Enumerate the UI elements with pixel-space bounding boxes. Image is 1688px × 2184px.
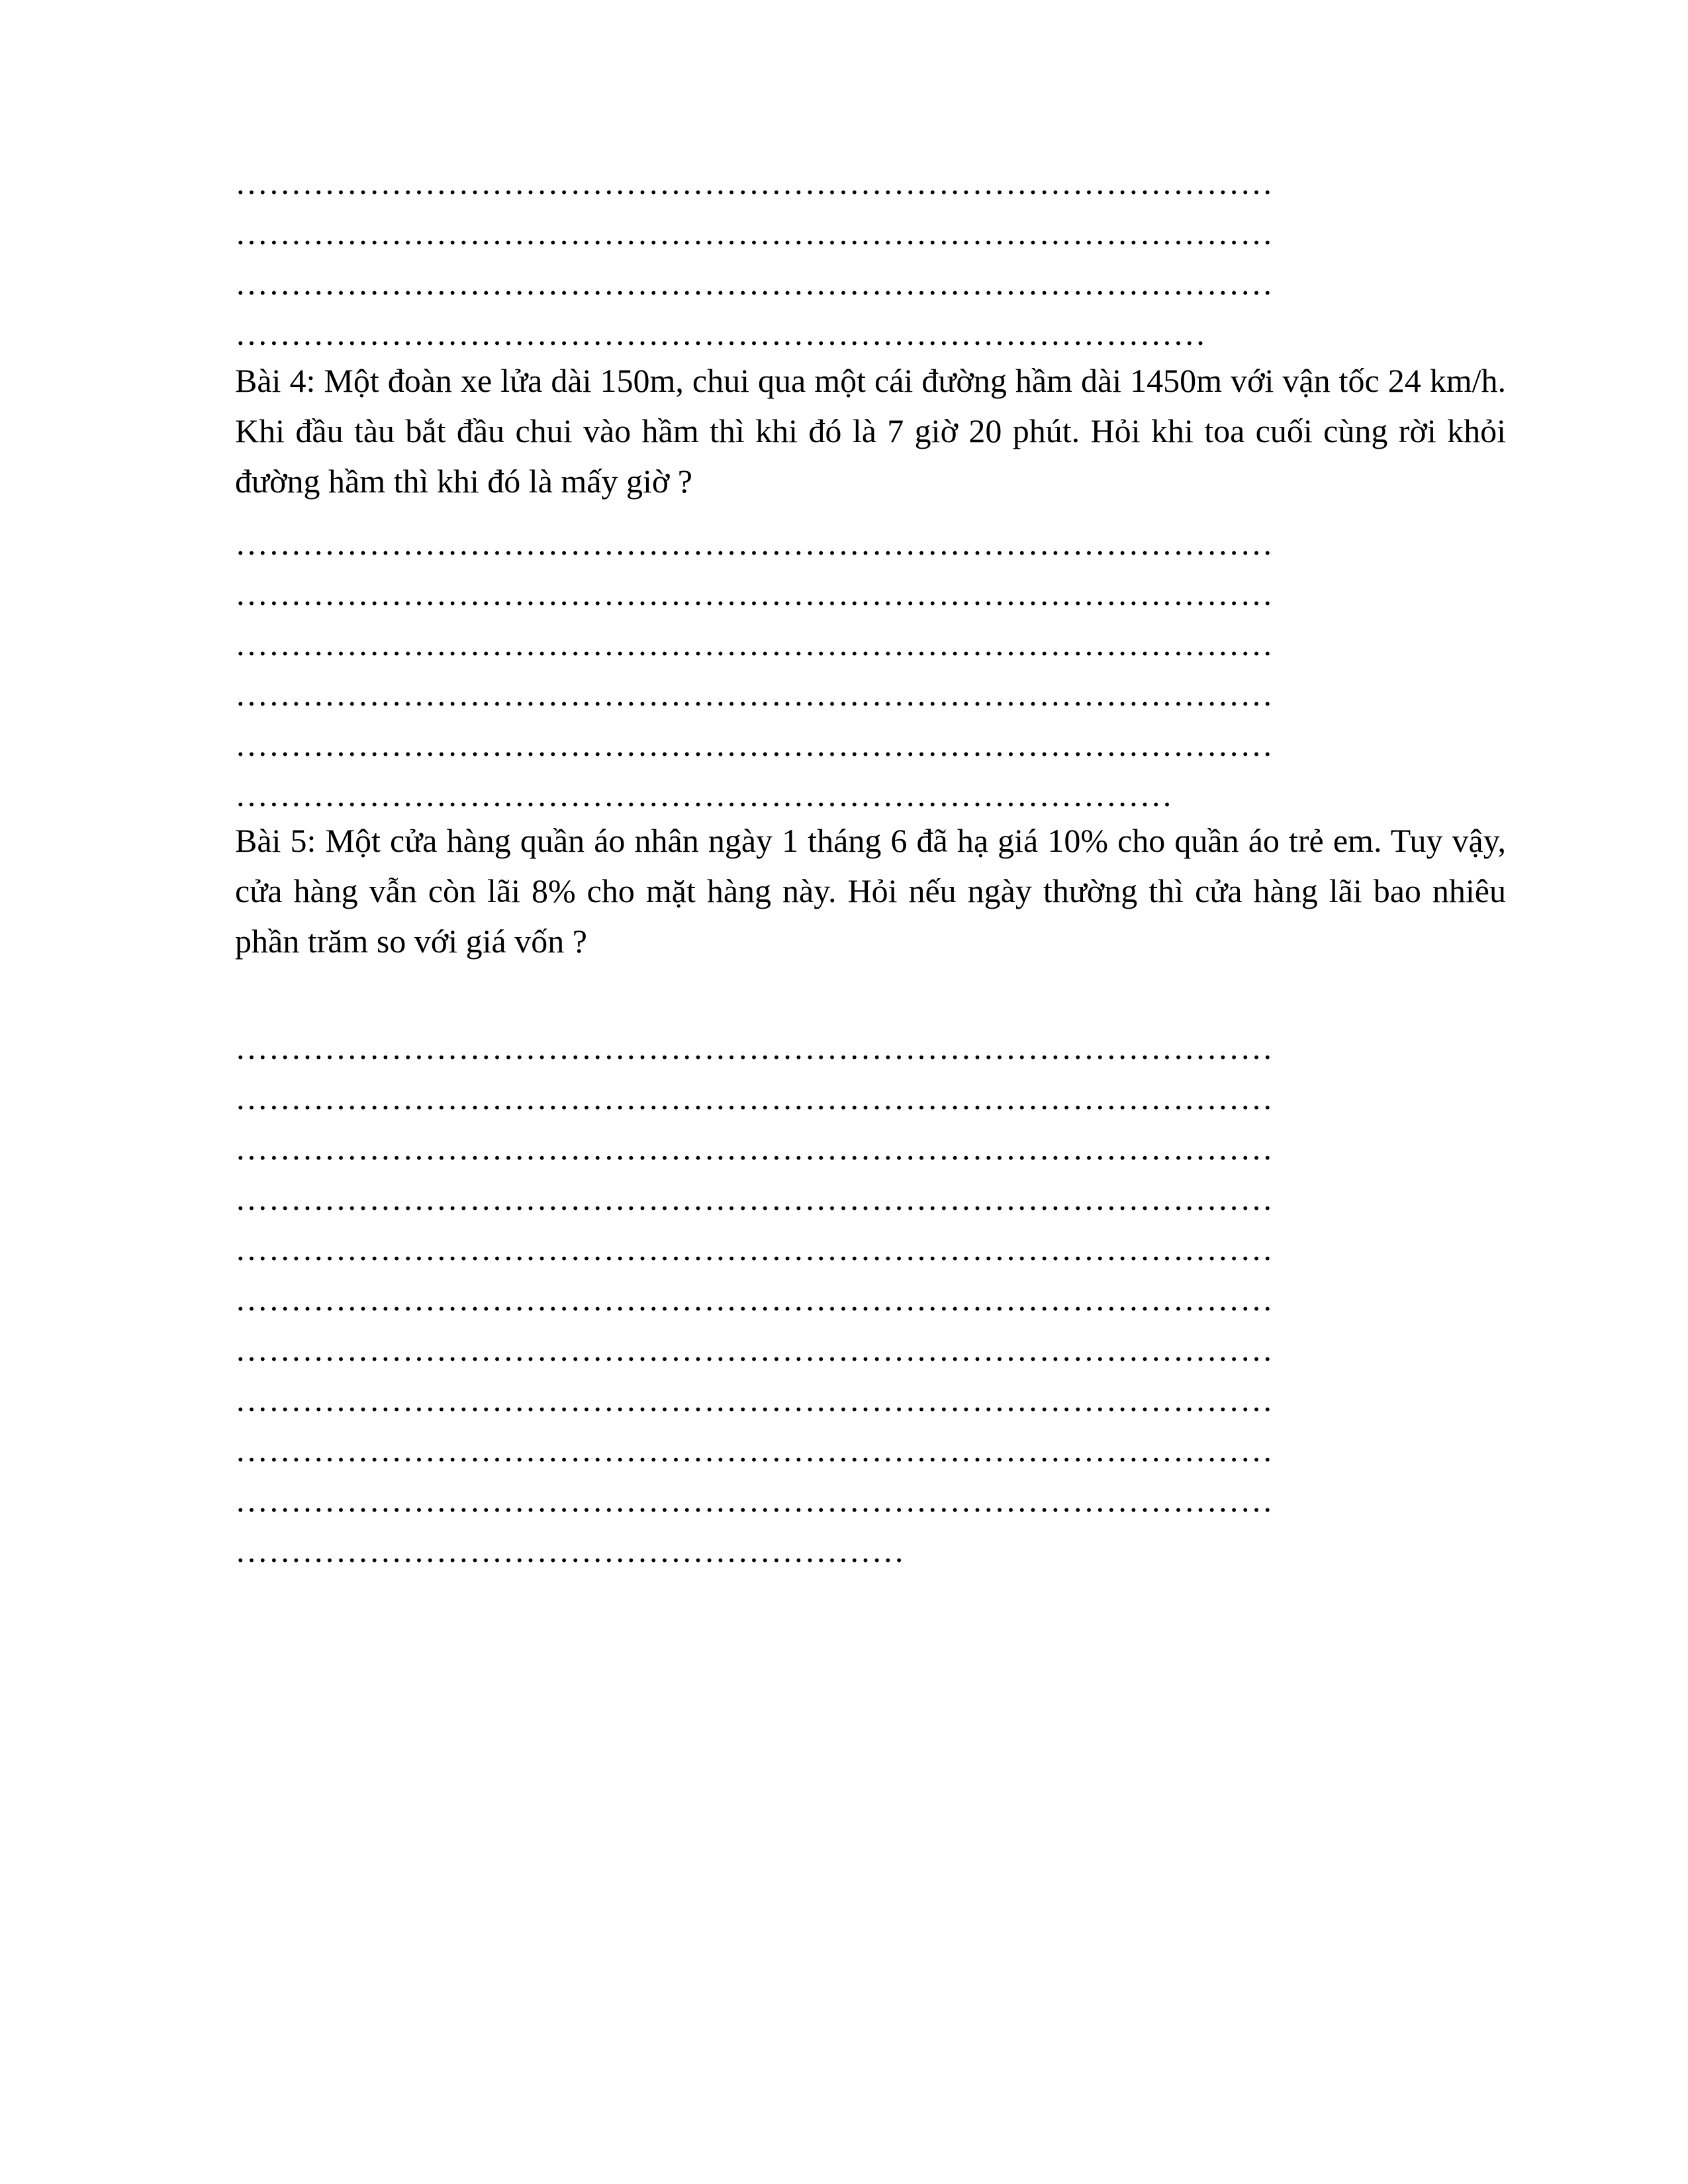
answer-line: …………………………………………………………………………………: [235, 1482, 1274, 1519]
answer-line: …………………………………………………………………………………: [235, 164, 1274, 201]
answer-line: …………………………………………………………………………………: [235, 575, 1274, 612]
answer-line: …………………………………………………………………………: [235, 776, 1173, 813]
problem-4: [235, 355, 1506, 506]
answer-line: ……………………………………………………………………………: [235, 315, 1207, 352]
problem-5: [235, 815, 1506, 966]
answer-line: …………………………………………………………………………………: [235, 1079, 1274, 1116]
problem-4-text: Bài 4: Một đoàn xe lửa dài 150m, chui qua một cái đường hầm dài 1450m với vận tốc 24 km/h. Khi đầu tàu bắt đầu chui vào hầm thì khi đó là 7 giờ 20 phút. Hỏi khi toa cuối cùng rời khỏi đường hầm thì khi đó là mấy giờ ?: [235, 362, 1506, 500]
answer-line: …………………………………………………………………………………: [235, 625, 1274, 662]
answer-line: …………………………………………………………………………………: [235, 1381, 1274, 1418]
answer-lines-previous: [235, 158, 1506, 359]
answer-line: …………………………………………………………………………………: [235, 265, 1274, 302]
answer-line: …………………………………………………………………………………: [235, 676, 1274, 713]
answer-line: …………………………………………………………………………………: [235, 726, 1274, 763]
answer-line: …………………………………………………………………………………: [235, 1029, 1274, 1066]
answer-lines-problem-5: [235, 1023, 1506, 1576]
answer-line: …………………………………………………………………………………: [235, 1281, 1274, 1318]
answer-line: …………………………………………………………………………………: [235, 1230, 1274, 1267]
answer-lines-problem-4: [235, 518, 1506, 820]
answer-line: …………………………………………………………………………………: [235, 1331, 1274, 1368]
problem-5-text: Bài 5: Một cửa hàng quần áo nhân ngày 1 tháng 6 đã hạ giá 10% cho quần áo trẻ em. Tuy vậy, cửa hàng vẫn còn lãi 8% cho mặt hàng này. Hỏi nếu ngày thường thì cửa hàng lãi bao nhiêu phần trăm so với giá vốn ?: [235, 822, 1506, 960]
answer-line: …………………………………………………………………………………: [235, 525, 1274, 562]
answer-line: …………………………………………………………………………………: [235, 1130, 1274, 1167]
answer-line: …………………………………………………………………………………: [235, 214, 1274, 251]
answer-line: ……………………………………………………: [235, 1532, 905, 1569]
answer-line: …………………………………………………………………………………: [235, 1432, 1274, 1469]
answer-line: …………………………………………………………………………………: [235, 1180, 1274, 1217]
